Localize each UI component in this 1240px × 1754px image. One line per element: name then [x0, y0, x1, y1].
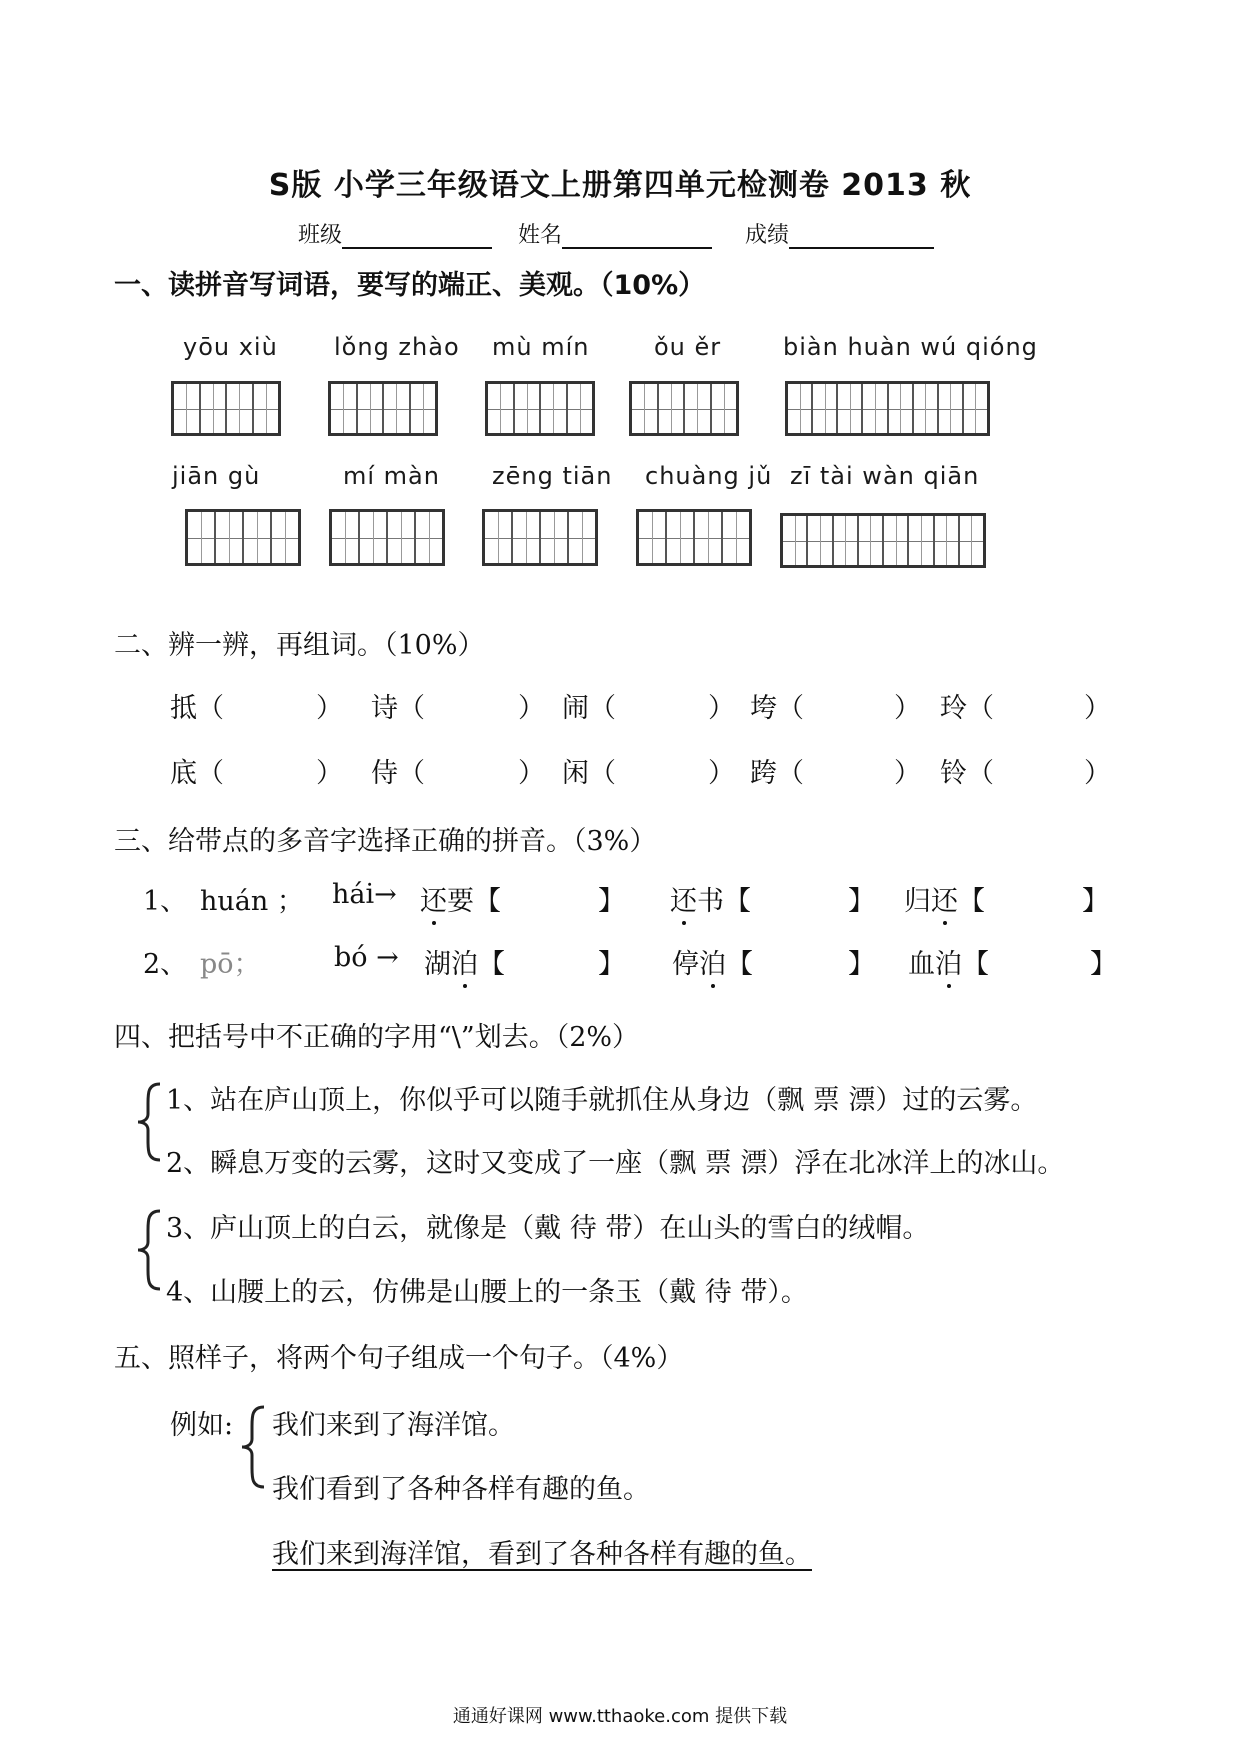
word-pair-close: ）: [518, 758, 545, 789]
section-2-heading: 二、辨一辨，再组词。（10%）: [114, 630, 485, 661]
section-5-heading: 五、照样子，将两个句子组成一个句子。（4%）: [114, 1343, 684, 1374]
word-text: 要【: [447, 886, 501, 917]
dotted-char: 泊: [935, 949, 962, 980]
class-label: 班级: [298, 223, 343, 248]
polyphone-item: [672, 942, 753, 981]
word-pair-open: 铃（: [940, 758, 994, 789]
writing-grid[interactable]: [636, 509, 752, 566]
bracket-open: 【: [726, 949, 753, 980]
pinyin-option: huán ；: [200, 886, 304, 917]
dotted-char: 还: [670, 886, 697, 917]
word-pair-open: 垮（: [750, 693, 804, 724]
word-pair-open: 闲（: [562, 758, 616, 789]
pinyin-option: hái→: [332, 879, 397, 910]
dotted-char: 泊: [451, 949, 478, 980]
polyphone-item: [420, 879, 501, 918]
example-sentence: 我们看到了各种各样有趣的鱼。: [272, 1474, 650, 1505]
dotted-char: 泊: [699, 949, 726, 980]
item-number: 1、: [143, 886, 188, 917]
exercise-line: 1、站在庐山顶上，你似乎可以随手就抓住从身边（飘 票 漂）过的云雾。: [166, 1085, 1038, 1116]
name-label: 姓名: [518, 223, 563, 248]
pinyin-label: yōu xiù: [183, 333, 278, 361]
word-pair-open: 侍（: [371, 758, 425, 789]
section-4-heading: 四、把括号中不正确的字用“\”划去。（2%）: [114, 1022, 640, 1053]
polyphone-item: [424, 942, 505, 981]
example-label: 例如:: [170, 1410, 234, 1441]
dotted-char: 还: [420, 886, 447, 917]
score-field: [745, 218, 934, 249]
word-text: 湖: [424, 949, 451, 980]
word-pair-close: ）: [708, 758, 735, 789]
word-pair-close: ）: [518, 693, 545, 724]
word-text: 书【: [697, 886, 751, 917]
footer-note: 通通好课网 www.tthaoke.com 提供下载: [452, 1706, 788, 1727]
bracket-open: 【: [958, 886, 985, 917]
item-number: 2、: [143, 949, 188, 980]
word-pair-close: ）: [708, 693, 735, 724]
writing-grid[interactable]: [482, 509, 598, 566]
pinyin-label: mù mín: [492, 333, 590, 361]
polyphone-item: [670, 879, 751, 918]
bracket-close: 】: [848, 886, 875, 917]
writing-grid[interactable]: [485, 381, 595, 436]
word-pair-open: 抵（: [170, 693, 224, 724]
name-field: [518, 218, 712, 249]
writing-grid[interactable]: [171, 381, 281, 436]
bracket-open: 【: [962, 949, 989, 980]
exercise-line: 2、瞬息万变的云雾，这时又变成了一座（飘 票 漂）浮在北冰洋上的冰山。: [166, 1148, 1065, 1179]
pinyin-label: mí màn: [343, 462, 440, 490]
score-blank[interactable]: [789, 223, 934, 249]
pinyin-label: zēng tiān: [492, 462, 613, 490]
word-pair-open: 诗（: [371, 693, 425, 724]
example-answer: 我们来到海洋馆，看到了各种各样有趣的鱼。: [272, 1539, 812, 1570]
name-blank[interactable]: [562, 223, 712, 249]
word-text: 归: [904, 886, 931, 917]
left-brace-icon: [134, 1208, 164, 1292]
pinyin-option: pō；: [200, 949, 261, 980]
bracket-close: 】: [598, 949, 625, 980]
word-pair-close: ）: [1084, 758, 1111, 789]
word-pair-close: ）: [894, 693, 921, 724]
word-pair-close: ）: [316, 758, 343, 789]
polyphone-item: [904, 879, 985, 918]
class-blank[interactable]: [342, 223, 492, 249]
bracket-open: 【: [478, 949, 505, 980]
word-text: 停: [672, 949, 699, 980]
polyphone-item: [908, 942, 989, 981]
writing-grid[interactable]: [185, 509, 301, 566]
class-field: [298, 218, 492, 249]
pinyin-label: lǒng zhào: [334, 333, 460, 361]
word-pair-open: 跨（: [750, 758, 804, 789]
word-pair-close: ）: [1084, 693, 1111, 724]
exercise-line: 4、山腰上的云，仿佛是山腰上的一条玉（戴 待 带）。: [166, 1277, 808, 1308]
example-sentence: 我们来到了海洋馆。: [272, 1410, 515, 1441]
writing-grid[interactable]: [785, 381, 990, 436]
section-1-heading: 一、读拼音写词语，要写的端正、美观。（10%）: [114, 270, 706, 301]
left-brace-icon: [238, 1404, 268, 1490]
pinyin-option: bó →: [334, 942, 399, 973]
word-pair-open: 闹（: [562, 693, 616, 724]
writing-grid[interactable]: [629, 381, 739, 436]
writing-grid[interactable]: [328, 381, 438, 436]
word-text: 血: [908, 949, 935, 980]
pinyin-label: zī tài wàn qiān: [790, 462, 980, 490]
word-pair-close: ）: [894, 758, 921, 789]
dotted-char: 还: [931, 886, 958, 917]
writing-grid[interactable]: [780, 513, 986, 568]
bracket-close: 】: [1082, 886, 1109, 917]
word-pair-close: ）: [316, 693, 343, 724]
pinyin-label: chuàng jǔ: [645, 462, 773, 490]
bracket-close: 】: [598, 886, 625, 917]
section-3-heading: 三、给带点的多音字选择正确的拼音。（3%）: [114, 826, 657, 857]
pinyin-label: jiān gù: [172, 462, 261, 490]
page-title: S版 小学三年级语文上册第四单元检测卷 2013 秋: [268, 168, 972, 203]
pinyin-label: ǒu ěr: [654, 333, 722, 361]
pinyin-label: biàn huàn wú qióng: [783, 333, 1038, 361]
word-pair-open: 玲（: [940, 693, 994, 724]
bracket-close: 】: [1090, 949, 1117, 980]
score-label: 成绩: [745, 223, 790, 248]
bracket-close: 】: [848, 949, 875, 980]
exercise-line: 3、庐山顶上的白云，就像是（戴 待 带）在山头的雪白的绒帽。: [166, 1213, 930, 1244]
word-pair-open: 底（: [170, 758, 224, 789]
left-brace-icon: [134, 1081, 164, 1163]
writing-grid[interactable]: [329, 509, 445, 566]
